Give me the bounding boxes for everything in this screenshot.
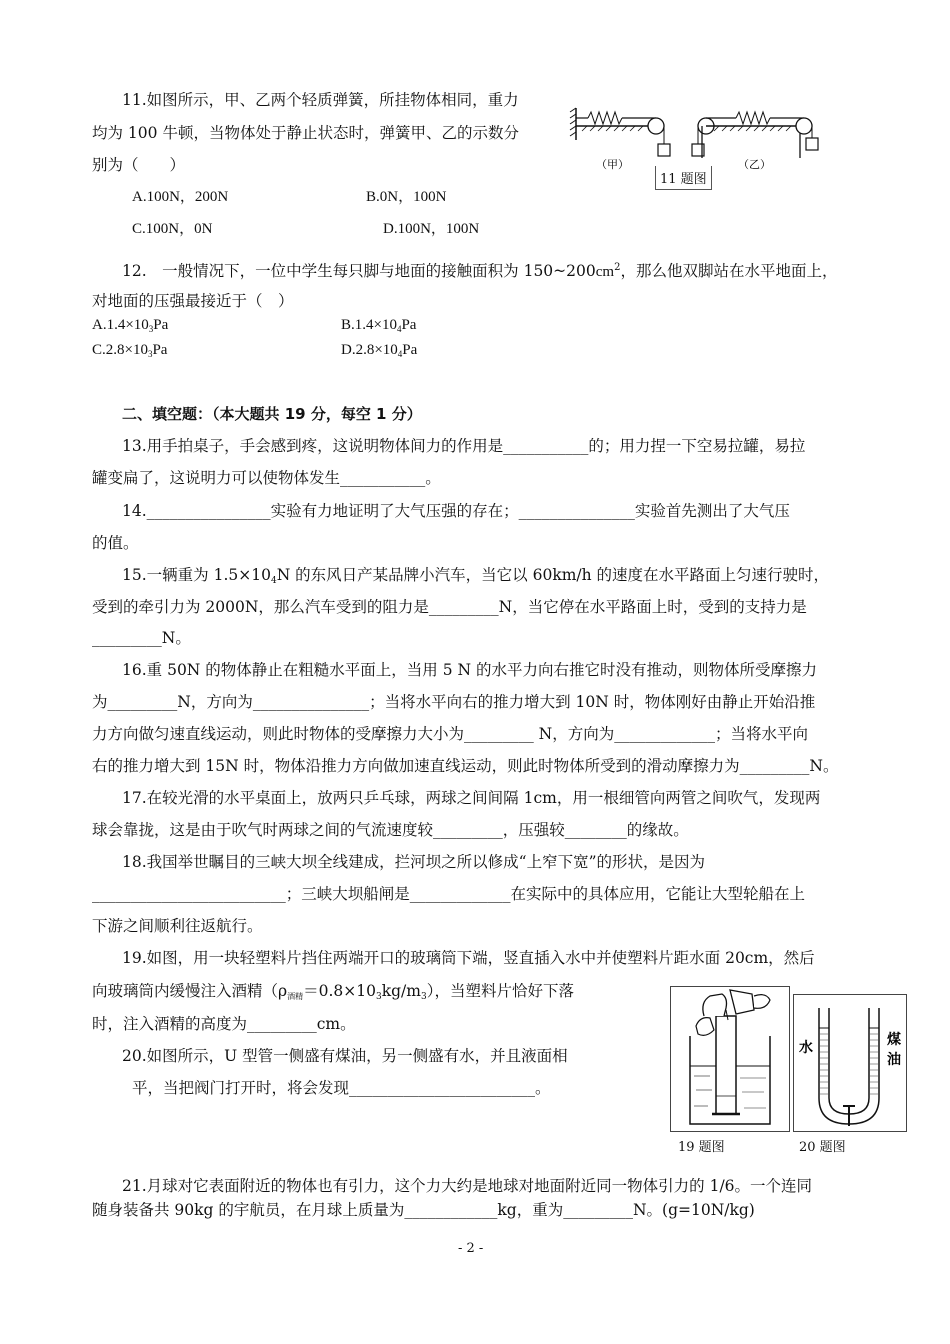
q15-line3: _________N。 xyxy=(92,629,191,647)
q21-line1: 21.月球对它表面附近的物体也有引力，这个力大约是地球对地面附近同一物体引力的 1/6。一个连同 xyxy=(122,1177,813,1195)
q19-line2-unit: kg/m xyxy=(381,982,421,1000)
q12-option-c-exp: 3 xyxy=(147,349,153,359)
q15-line1-text: 15.一辆重为 1.5×10 xyxy=(122,566,271,584)
q16-line1: 16.重 50N 的物体静止在粗糙水平面上，当用 5 N 的水平力向右推它时没有推动，则物体所受摩擦力 xyxy=(122,661,817,679)
q19-line2-mid: ＝0.8×10 xyxy=(303,982,376,1000)
q19-line2-text: 向玻璃筒内缓慢注入酒精（ρ xyxy=(92,982,288,1000)
q18-line3: 下游之间顺利往返航行。 xyxy=(92,917,263,935)
q12-option-a-exp: 3 xyxy=(148,324,154,334)
q12-unit-sup: 2 xyxy=(614,262,621,273)
q12-option-b-unit: Pa xyxy=(401,317,417,333)
q12-line1-text: 12. 一般情况下，一位中学生每只脚与地面的接触面积为 150~200 xyxy=(122,262,596,281)
q15-line1-tail: N 的东风日产某品牌小汽车，当它以 60km/h 的速度在水平路面上匀速行驶时， xyxy=(276,566,830,584)
q19-line2-exp2: 3 xyxy=(420,992,427,1002)
q12-option-c xyxy=(92,340,167,364)
water-label: 水 xyxy=(799,1040,813,1056)
q19-line3: 时，注入酒精的高度为_________cm。 xyxy=(92,1015,356,1033)
q12-option-b xyxy=(341,315,416,339)
kerosene-label-2: 油 xyxy=(887,1052,901,1068)
q13-line2: 罐变扁了，这说明力可以使物体发生___________。 xyxy=(92,469,441,487)
figure-label-yi: （乙） xyxy=(738,158,771,171)
q12-option-a-unit: Pa xyxy=(153,317,169,333)
q11-line3: 别为（ ） xyxy=(92,156,186,174)
q19-line1: 19.如图，用一块轻塑料片挡住两端开口的玻璃筒下端，竖直插入水中并使塑料片距水面 20cm，然后 xyxy=(122,949,815,967)
q18-line2: _________________________；三峡大坝船闸是_____________在实际中的具体应用，它能让大型轮船在上 xyxy=(92,885,806,903)
glass-tube-figure xyxy=(670,986,790,1132)
q19-line2 xyxy=(92,981,574,1007)
q16-line4: 右的推力增大到 15N 时，物体沿推力方向做加速直线运动，则此时物体所受到的滑动摩擦力为_________N。 xyxy=(92,757,839,775)
q12-line2: 对地面的压强最接近于（ ） xyxy=(92,292,294,310)
q11-line1: 11.如图所示，甲、乙两个轻质弹簧，所挂物体相同，重力 xyxy=(122,91,519,109)
q20-line1: 20.如图所示，U 型管一侧盛有煤油，另一侧盛有水，并且液面相 xyxy=(122,1047,568,1065)
figure-label-jia: （甲） xyxy=(596,158,629,171)
q12-option-d-unit: Pa xyxy=(402,342,418,358)
q13-line1: 13.用手拍桌子，手会感到疼，这说明物体间力的作用是___________的；用力捏一下空易拉罐，易拉 xyxy=(122,437,806,455)
q15-line1-exp: 4 xyxy=(270,576,277,586)
q12-option-b-text: B.1.4×10 xyxy=(341,317,397,333)
q12-option-b-exp: 4 xyxy=(396,324,402,334)
q12-option-d-text: D.2.8×10 xyxy=(341,342,398,358)
figure-11-caption: 11 题图 xyxy=(655,166,712,190)
q12-unit: cm xyxy=(595,264,615,281)
section-title: 二、填空题：（本大题共 19 分，每空 1 分） xyxy=(122,405,422,423)
q12-option-c-text: C.2.8×10 xyxy=(92,342,148,358)
q15-line1 xyxy=(122,565,829,591)
q18-line1: 18.我国举世瞩目的三峡大坝全线建成，拦河坝之所以修成“上窄下宽”的形状，是因为 xyxy=(122,853,706,871)
q19-line2-tail: ），当塑料片恰好下落 xyxy=(426,982,574,1000)
q20-line2: 平，当把阀门打开时，将会发现________________________。 xyxy=(132,1079,551,1097)
q21-line2: 随身装备共 90kg 的宇航员，在月球上质量为____________kg，重为_________N。(g=10N/kg) xyxy=(92,1201,755,1219)
figure-19-caption: 19 题图 xyxy=(678,1140,725,1155)
q12-option-c-unit: Pa xyxy=(152,342,168,358)
q12-option-d-exp: 4 xyxy=(397,349,403,359)
q11-option-d: D.100N，100N xyxy=(383,221,480,237)
q19-rho-subscript: 酒精 xyxy=(287,992,304,1001)
kerosene-label-1: 煤 xyxy=(887,1032,901,1048)
q17-line1: 17.在较光滑的水平桌面上，放两只乒乓球，两球之间间隔 1cm，用一根细管向两管之间吹气，发现两 xyxy=(122,789,821,807)
q12-line1-tail: ，那么他双脚站在水平地面上， xyxy=(620,262,838,281)
q11-option-c: C.100N，0N xyxy=(132,221,213,237)
page-number: - 2 - xyxy=(458,1241,484,1256)
q11-line2: 均为 100 牛顿，当物体处于静止状态时，弹簧甲、乙的示数分 xyxy=(92,124,519,142)
u-tube-figure xyxy=(793,994,907,1132)
q15-line2: 受到的牵引力为 2000N，那么汽车受到的阻力是_________N，当它停在水平路面上时，受到的支持力是 xyxy=(92,598,807,616)
q11-option-a: A.100N，200N xyxy=(132,189,229,205)
q19-line2-exp: 3 xyxy=(376,992,382,1002)
q12-option-d xyxy=(341,340,417,364)
q12-line1 xyxy=(122,258,837,282)
q16-line2: 为_________N，方向为_______________；当将水平向右的推力增大到 10N 时，物体刚好由静止开始沿推 xyxy=(92,693,816,711)
q14-line1: 14.________________实验有力地证明了大气压强的存在；_______________实验首先测出了大气压 xyxy=(122,502,790,520)
figure-20-caption: 20 题图 xyxy=(799,1140,846,1155)
q17-line2: 球会靠拢，这是由于吹气时两球之间的气流速度较_________，压强较________的缘故。 xyxy=(92,821,689,839)
q12-option-a xyxy=(92,315,168,339)
q16-line3: 力方向做匀速直线运动，则此时物体的受摩擦力大小为_________ N，方向为_____________；当将水平向 xyxy=(92,725,808,743)
q14-line2: 的值。 xyxy=(92,534,139,552)
q11-option-b: B.0N，100N xyxy=(366,189,447,205)
q12-option-a-text: A.1.4×10 xyxy=(92,317,149,333)
